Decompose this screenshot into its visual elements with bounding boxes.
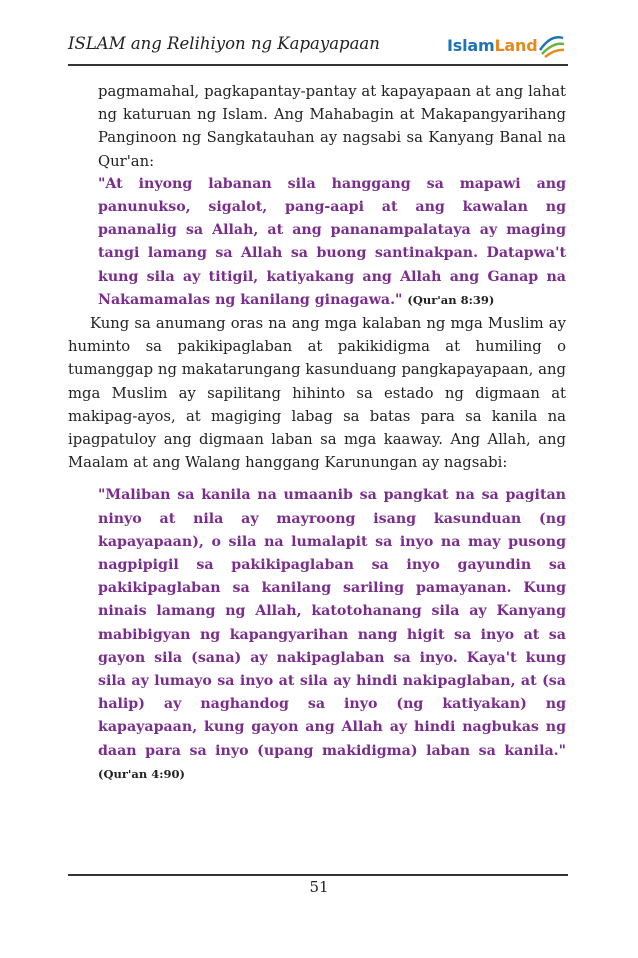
islamland-logo-icon xyxy=(536,30,566,60)
logo-word-land: Land xyxy=(494,36,538,55)
quote1-text: "At inyong labanan sila hanggang sa mapawi ang panunukso, sigalot, pang-aapi at ang kawalan ng pananalig sa Allah, at ang pananampalataya ay maging tangi lamang sa Allah sa buong santinakpan. Datapwa't kung sila ay titigil, katiyakang ang Allah ang Ganap na Nakamamalas ng kanilang ginagawa." xyxy=(98,175,566,308)
running-header-title: ISLAM ang Relihiyon ng Kapayapaan xyxy=(68,34,380,53)
quote2-reference: (Qur'an 4:90) xyxy=(98,766,185,781)
logo-wordmark xyxy=(447,36,537,55)
intro-block xyxy=(98,80,566,312)
intro-paragraph: pagmamahal, pagkapantay-pantay at kapayapaan at ang lahat ng katuruan ng Islam. Ang Mahabagin at Makapangyarihang Panginoon ng Sangkatauhan ay nagsabi sa Kanyang Banal na Qur'an: xyxy=(98,83,566,170)
page-body xyxy=(68,80,566,786)
quote1-reference: (Qur'an 8:39) xyxy=(407,292,495,307)
quote2-text: "Maliban sa kanila na umaanib sa pangkat na sa pagitan ninyo at nila ay mayroong isang kasunduan (ng kapayapaan), o sila na lumalapit sa inyo na may pusong nagpipigil sa pakikipaglaban sa inyo gayundin sa pakikipaglaban sa kanilang sariling pamayanan. Kung ninais lamang ng Allah, katotohanang sila ay Kanyang mabibigyan ng kapangyarihan nang higit sa inyo at sa gayon sila (sana) ay nakipaglaban sa inyo. Kaya't kung sila ay lumayo sa inyo at sila ay hindi nakipaglaban, at (sa halip) ay naghandog sa inyo (ng katiyakan) ng kapayapaan, kung gayon ang Allah ay hindi nagbukas ng daan para sa inyo (upang makidigma) laban sa kanila." xyxy=(98,487,566,759)
quran-quote-8-39 xyxy=(98,173,566,312)
page-header xyxy=(68,30,568,64)
logo-word-islam: Islam xyxy=(447,36,495,55)
quran-quote-4-90 xyxy=(98,484,566,786)
islamland-logo xyxy=(443,30,568,64)
quote2-block xyxy=(98,484,566,786)
page-number: 51 xyxy=(309,878,329,896)
footer-divider xyxy=(68,874,568,876)
main-paragraph: Kung sa anumang oras na ang mga kalaban ng mga Muslim ay huminto sa pakikipaglaban at pakikidigma at humiling o tumanggap ng makatarungang kasunduang pangkapayapaan, ang mga Muslim ay sapilitang hihinto sa estado ng digmaan at makipag-ayos, at magiging labag sa batas para sa kanila na ipagpatuloy ang digmaan laban sa mga kaaway. Ang Allah, ang Maalam at ang Walang hanggang Karunungan ay nagsabi: xyxy=(68,315,566,472)
header-divider xyxy=(68,64,568,66)
